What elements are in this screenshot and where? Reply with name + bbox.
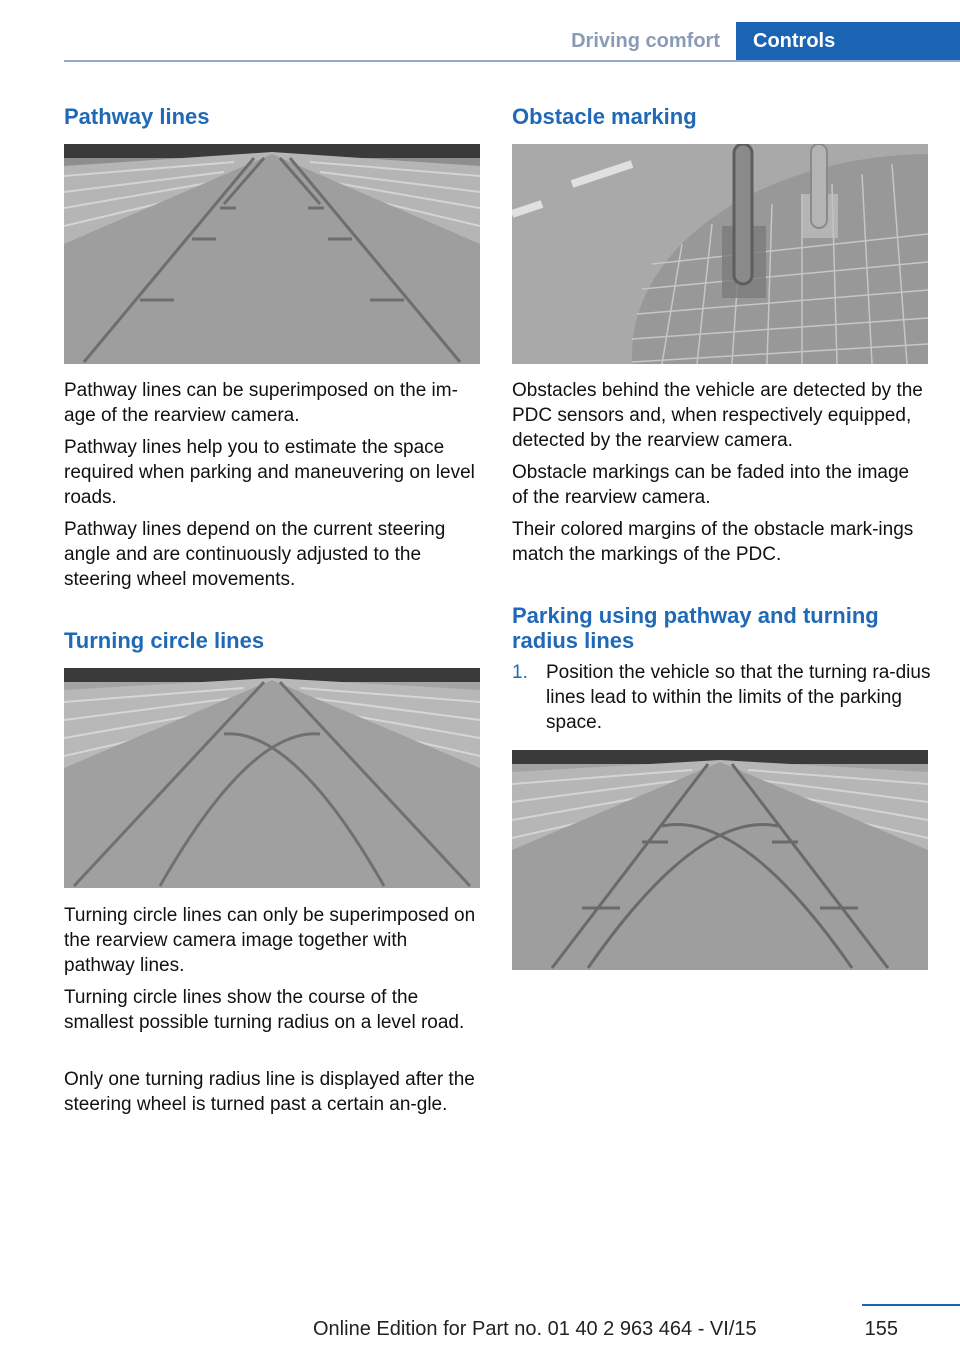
pathway-paragraph-2: Pathway lines help you to estimate the space required when parking and maneuvering on level roads.: [64, 437, 475, 508]
obstacle-paragraph-3: Their colored margins of the obstacle mark-ings match the markings of the PDC.: [512, 519, 914, 565]
header-chapter-tab: Controls: [736, 22, 960, 62]
page-header: [0, 0, 960, 62]
obstacle-paragraph-1: Obstacles behind the vehicle are detected by the PDC sensors and, when respectively equipped, detected by the rearview camera.: [512, 380, 923, 451]
figure-turning-circle-lines: [64, 668, 480, 888]
figure-obstacle-marking: [512, 144, 928, 364]
turning-paragraph-2: Turning circle lines show the course of the smallest possible turning radius on a level road.: [64, 987, 465, 1033]
heading-obstacle-marking: Obstacle marking: [512, 104, 697, 129]
step-text: Position the vehicle so that the turning ra-dius lines lead to within the limits of the parking space.: [546, 662, 931, 733]
figure-parking-lines: [512, 750, 928, 970]
turning-paragraph-1: Turning circle lines can only be superimposed on the rearview camera image together with pathway lines.: [64, 905, 476, 976]
edition-line: Online Edition for Part no. 01 40 2 963 464 - VI/15: [313, 1318, 757, 1340]
heading-pathway-lines: Pathway lines: [64, 104, 210, 129]
heading-turning-circle-lines: Turning circle lines: [64, 628, 265, 653]
figure-pathway-lines: [64, 144, 480, 364]
page-number: 155: [864, 1318, 898, 1340]
heading-parking-pathway-turning: Parking using pathway and turning radius lines: [512, 603, 879, 653]
turning-paragraph-3: Only one turning radius line is displayed after the steering wheel is turned past a certain an-gle.: [64, 1069, 475, 1115]
obstacle-paragraph-2: Obstacle markings can be faded into the image of the rearview camera.: [512, 462, 910, 508]
header-section-title: Driving comfort: [571, 30, 720, 52]
pathway-paragraph-3: Pathway lines depend on the current steering angle and are continuously adjusted to the steering wheel movements.: [64, 519, 446, 590]
header-rule: [64, 60, 960, 62]
pathway-paragraph-1: Pathway lines can be superimposed on the im-age of the rearview camera.: [64, 380, 458, 426]
step-number: 1.: [512, 662, 528, 683]
footer-rule: [862, 1304, 960, 1306]
